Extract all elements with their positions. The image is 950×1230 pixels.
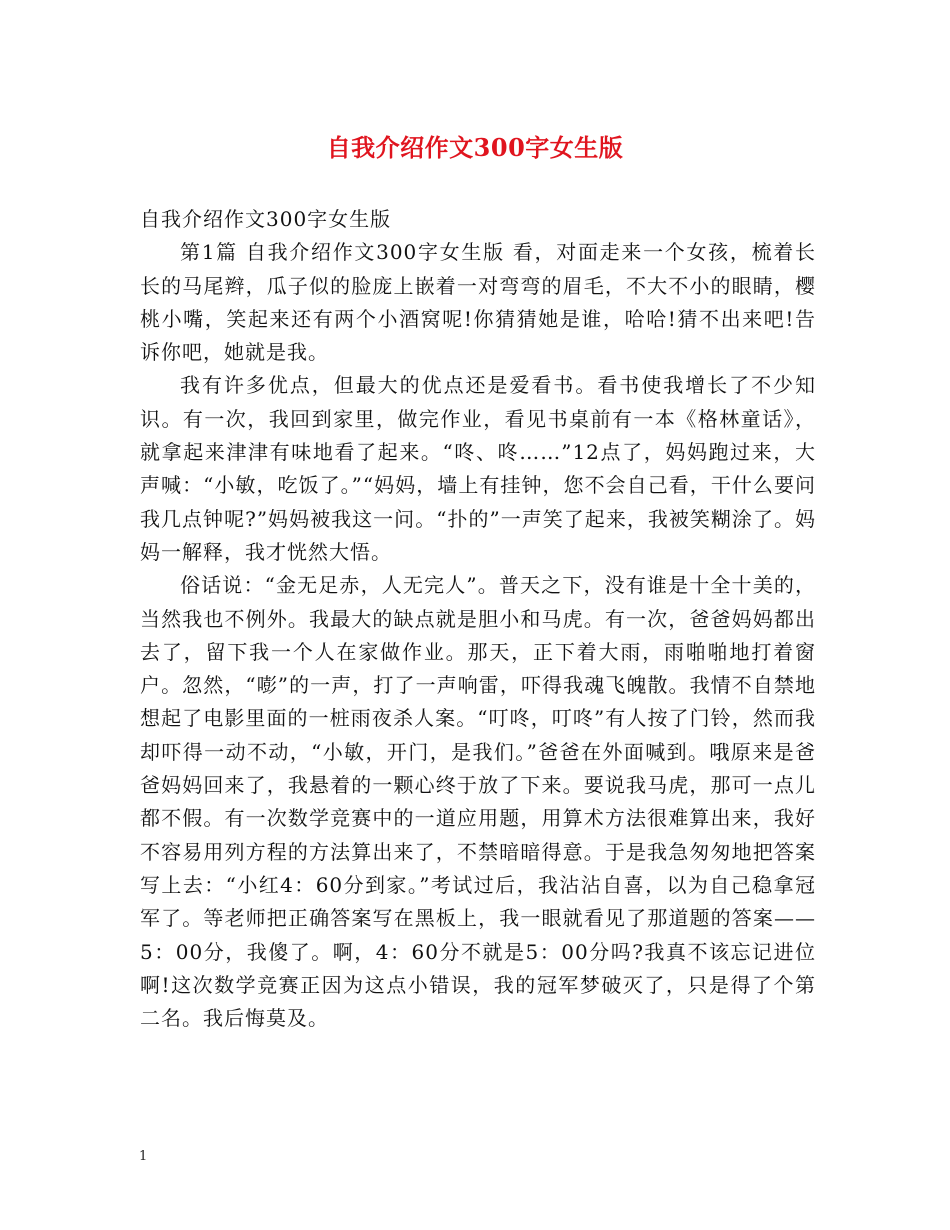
paragraph-strengths: 我有许多优点，但最大的优点还是爱看书。看书使我增长了不少知识。有一次，我回到家里，做完作业，看见书桌前有一本《格林童话》，就拿起来津津有味地看了起来。“咚、咚……”12点了，妈妈跑过来，大声喊：“小敏，吃饭了。”“妈妈，墙上有挂钟，您不会自己看，干什么要问我几点钟呢?”妈妈被我这一问。“扑的”一声笑了起来，我被笑糊涂了。妈妈一解释，我才恍然大悟。 xyxy=(140,373,816,564)
paragraph-intro: 第1篇 自我介绍作文300字女生版 看，对面走来一个女孩，梳着长长的马尾辫，瓜子似的脸庞上嵌着一对弯弯的眉毛，不大不小的眼睛，樱桃小嘴，笑起来还有两个小酒窝呢!你猜猜她是谁，哈哈!猜不出来吧!告诉你吧，她就是我。 xyxy=(140,240,816,365)
document-subtitle: 自我介绍作文300字女生版 xyxy=(140,207,392,231)
paragraph-weaknesses: 俗话说：“金无足赤，人无完人”。普天之下，没有谁是十全十美的，当然我也不例外。我最大的缺点就是胆小和马虎。有一次，爸爸妈妈都出去了，留下我一个人在家做作业。那天，正下着大雨，雨啪啪地打着窗户。忽然，“嘭”的一声，打了一声响雷，吓得我魂飞魄散。我情不自禁地想起了电影里面的一桩雨夜杀人案。“叮咚，叮咚”有人按了门铃，然而我却吓得一动不动，“小敏，开门，是我们。”爸爸在外面喊到。哦原来是爸爸妈妈回来了，我悬着的一颗心终于放了下来。要说我马虎，那可一点儿都不假。有一次数学竞赛中的一道应用题，用算术方法很难算出来，我好不容易用列方程的方法算出来了，不禁暗暗得意。于是我急匆匆地把答案写上去：“小红4：60分到家。”考试过后，我沾沾自喜，以为自己稳拿冠军了。等老师把正确答案写在黑板上，我一眼就看见了那道题的答案——5：00分，我傻了。啊，4：60分不就是5：00分吗?我真不该忘记进位啊!这次数学竞赛正因为这点小错误，我的冠军梦破灭了，只是得了个第二名。我后悔莫及。 xyxy=(140,573,816,1031)
document-body xyxy=(140,203,816,1035)
page-title: 自我介绍作文300字女生版 xyxy=(326,133,624,162)
page-number: 1 xyxy=(139,1149,148,1164)
